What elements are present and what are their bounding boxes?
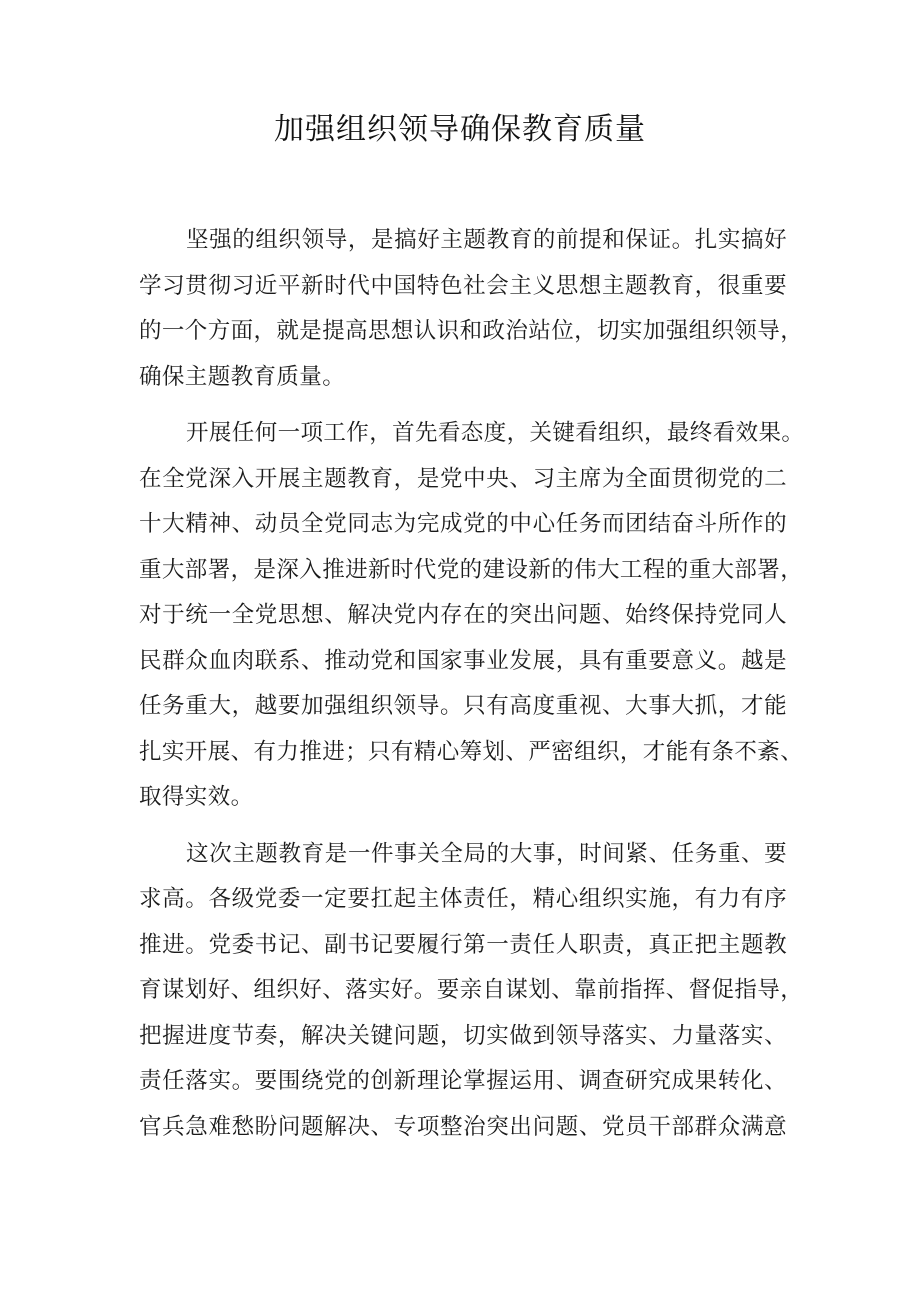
document-title: 加强组织领导确保教育质量	[274, 112, 646, 147]
paragraph-line: 任务重大，越要加强组织领导。只有高度重视、大事大抓，才能	[139, 693, 787, 719]
document-body	[139, 218, 805, 1150]
paragraph-line: 求高。各级党委一定要扛起主体责任，精心组织实施，有力有序	[139, 886, 787, 912]
paragraph-line: 对于统一全党思想、解决党内存在的突出问题、始终保持党同人	[139, 602, 787, 628]
paragraph-3	[139, 832, 804, 1151]
paragraph-line: 扎实开展、有力推进；只有精心筹划、严密组织，才能有条不紊、	[139, 738, 804, 765]
paragraph-line: 坚强的组织领导，是搞好主题教育的前提和保证。扎实搞好	[186, 227, 787, 253]
paragraph-2	[139, 411, 805, 821]
paragraph-line: 这次主题教育是一件事关全局的大事，时间紧、任务重、要	[186, 840, 787, 867]
paragraph-line: 民群众血肉联系、推动党和国家事业发展，具有重要意义。越是	[139, 647, 787, 674]
paragraph-line: 确保主题教育质量。	[139, 363, 346, 390]
paragraph-line: 把握进度节奏，解决关键问题，切实做到领导落实、力量落实、	[139, 1022, 787, 1049]
paragraph-line: 学习贯彻习近平新时代中国特色社会主义思想主题教育，很重要	[139, 272, 787, 299]
paragraph-1	[139, 218, 804, 400]
paragraph-line: 重大部署，是深入推进新时代党的建设新的伟大工程的重大部署，	[139, 556, 804, 583]
paragraph-line: 在全党深入开展主题教育，是党中央、习主席为全面贯彻党的二	[139, 465, 787, 492]
paragraph-line: 官兵急难愁盼问题解决、专项整治突出问题、党员干部群众满意	[139, 1113, 787, 1140]
paragraph-spacer	[139, 821, 787, 832]
paragraph-line: 取得实效。	[139, 784, 254, 810]
paragraph-line: 十大精神、动员全党同志为完成党的中心任务而团结奋斗所作的	[139, 511, 787, 537]
paragraph-spacer	[139, 400, 787, 411]
paragraph-line: 开展任何一项工作，首先看态度，关键看组织，最终看效果。	[186, 420, 805, 446]
paragraph-line: 的一个方面，就是提高思想认识和政治站位，切实加强组织领导，	[139, 318, 804, 344]
paragraph-line: 推进。党委书记、副书记要履行第一责任人职责，真正把主题教	[139, 931, 787, 958]
paragraph-line: 育谋划好、组织好、落实好。要亲自谋划、靠前指挥、督促指导，	[139, 977, 804, 1003]
paragraph-line: 责任落实。要围绕党的创新理论掌握运用、调查研究成果转化、	[139, 1068, 787, 1094]
